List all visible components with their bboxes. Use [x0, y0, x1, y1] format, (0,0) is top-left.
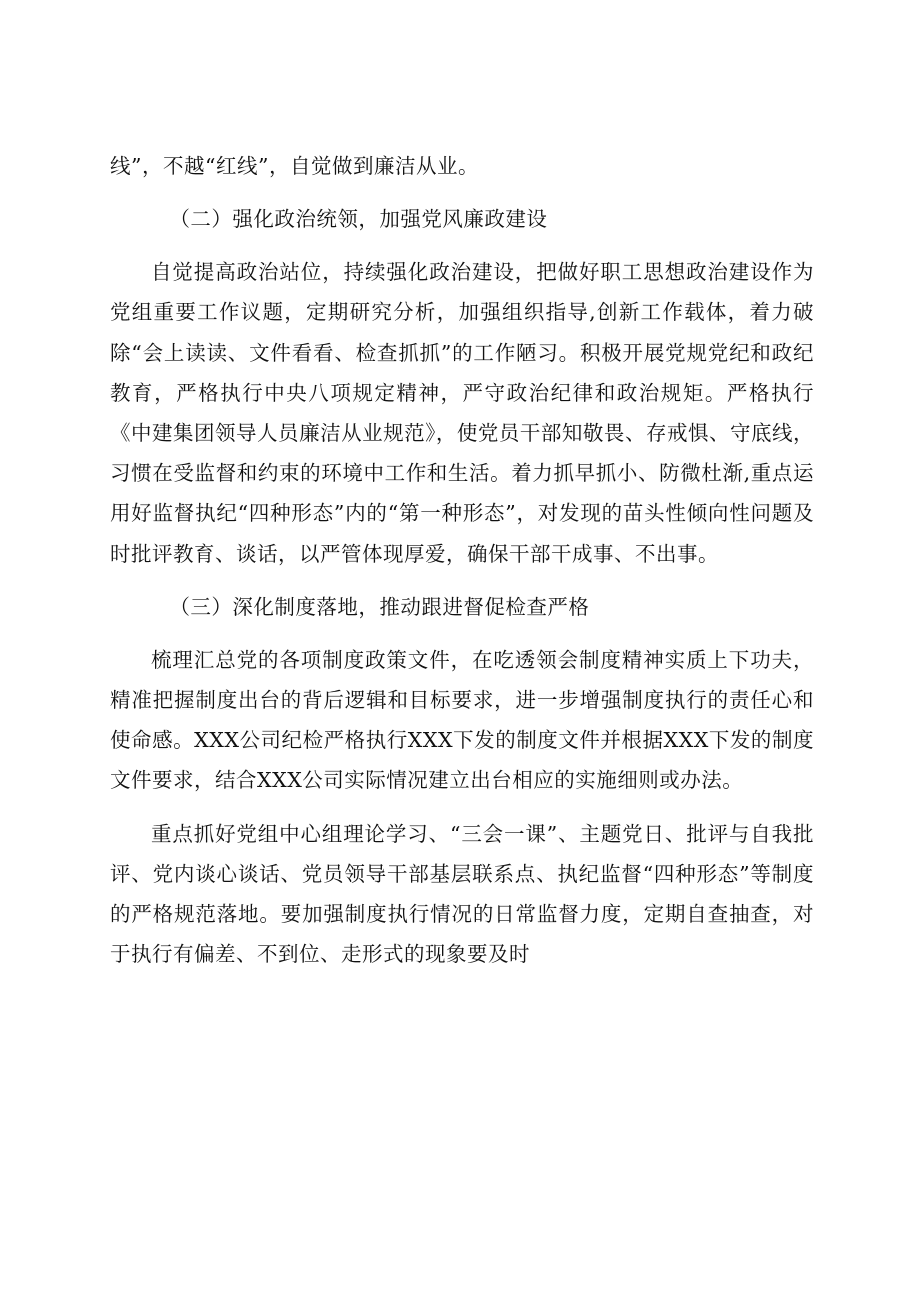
paragraph-gap [110, 801, 814, 814]
section-heading-3: （三）深化制度落地，推动跟进督促检查严格 [169, 594, 590, 619]
paragraph-system-documents: 梳理汇总党的各项制度政策文件，在吃透领会制度精神实质上下功夫，精准把握制度出台的背后逻辑和目标要求，进一步增强制度执行的责任心和使命感。XXX公司纪检严格执行XXX下发的制度文件并根据XXX下发的制度文件要求，结合XXX公司实际情况建立出台相应的实施细则或办法。 [110, 647, 814, 793]
document-body [110, 146, 814, 974]
paragraph-political-leadership: 自觉提高政治站位，持续强化政治建设，把做好职工思想政治建设作为党组重要工作议题，定期研究分析，加强组织指导,创新工作载体，着力破除“会上读读、文件看看、检查抓抓”的工作陋习。积极开展党规党纪和政纪教育，严格执行中央八项规定精神，严守政治纪律和政治规矩。严格执行《中建集团领导人员廉洁从业规范》，使党员干部知敬畏、存戒惧、守底线，习惯在受监督和约束的环境中工作和生活。着力抓早抓小、防微杜渐,重点运用好监督执纪“四种形态”内的“第一种形态”，对发现的苗头性倾向性问题及时批评教育、谈话，以严管体现厚爱，确保干部干成事、不出事。 [110, 260, 814, 566]
section-heading-2: （二）强化政治统领，加强党风廉政建设 [169, 207, 548, 232]
paragraph-continuation: 线”，不越“红线”，自觉做到廉洁从业。 [110, 154, 479, 178]
paragraph-system-implementation: 重点抓好党组中心组理论学习、“三会一课”、主题党日、批评与自我批评、党内谈心谈话、党员领导干部基层联系点、执纪监督“四种形态”等制度的严格规范落地。要加强制度执行情况的日常监督力度，定期自查抽查，对于执行有偏差、不到位、走形式的现象要及时 [110, 821, 814, 967]
